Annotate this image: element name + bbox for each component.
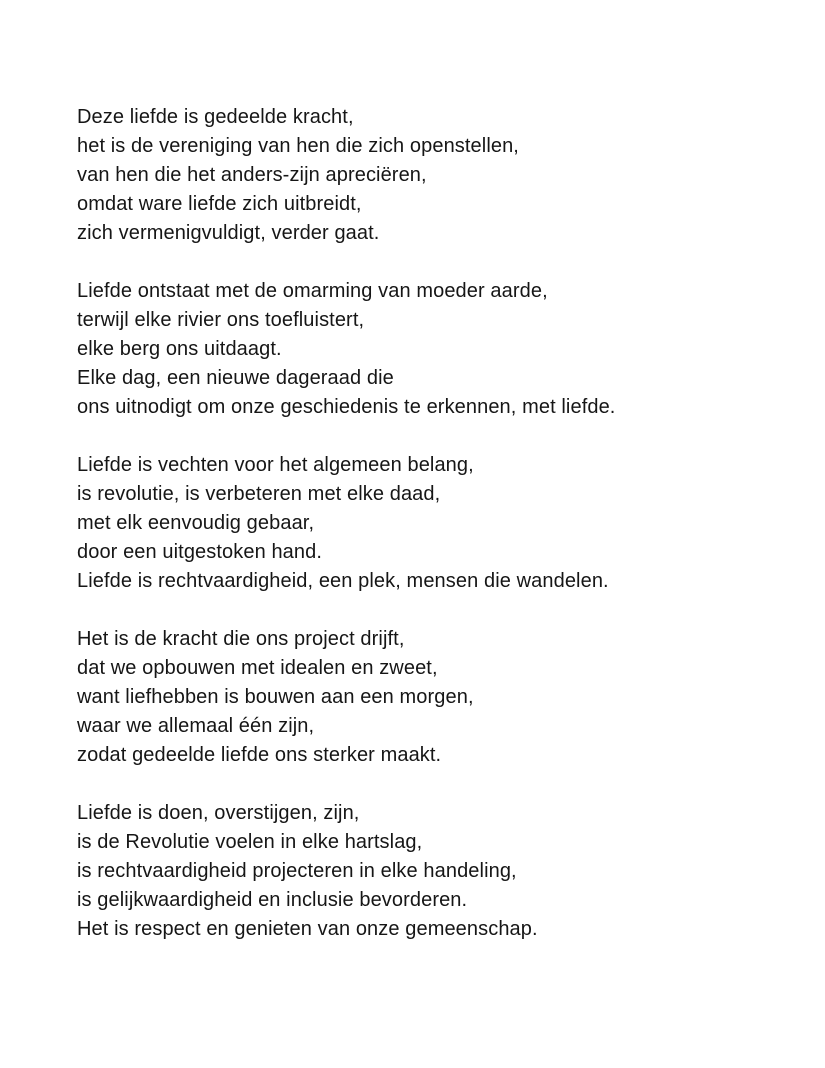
poem-line: het is de vereniging van hen die zich openstellen, <box>77 135 519 157</box>
poem-line: waar we allemaal één zijn, <box>77 715 315 737</box>
poem-line: door een uitgestoken hand. <box>77 541 323 563</box>
poem-line: Liefde is doen, overstijgen, zijn, <box>77 802 360 824</box>
poem-line: ons uitnodigt om onze geschiedenis te erkennen, met liefde. <box>77 396 616 418</box>
poem-line: elke berg ons uitdaagt. <box>77 338 282 360</box>
poem-stanza <box>77 799 785 944</box>
poem-line: zodat gedeelde liefde ons sterker maakt. <box>77 744 442 766</box>
poem-stanza <box>77 451 785 596</box>
poem-line: is revolutie, is verbeteren met elke daad, <box>77 483 441 505</box>
poem-line: zich vermenigvuldigt, verder gaat. <box>77 222 380 244</box>
poem <box>77 103 785 944</box>
poem-stanza <box>77 625 785 770</box>
poem-line: is gelijkwaardigheid en inclusie bevorderen. <box>77 889 468 911</box>
poem-line: omdat ware liefde zich uitbreidt, <box>77 193 362 215</box>
poem-line: Liefde is rechtvaardigheid, een plek, mensen die wandelen. <box>77 570 609 592</box>
poem-line: met elk eenvoudig gebaar, <box>77 512 315 534</box>
poem-line: terwijl elke rivier ons toefluistert, <box>77 309 365 331</box>
poem-stanza <box>77 277 785 422</box>
poem-line: Elke dag, een nieuwe dageraad die <box>77 367 394 389</box>
poem-line: Het is de kracht die ons project drijft, <box>77 628 405 650</box>
poem-line: Het is respect en genieten van onze gemeenschap. <box>77 918 538 940</box>
poem-line: Liefde is vechten voor het algemeen belang, <box>77 454 474 476</box>
poem-line: Deze liefde is gedeelde kracht, <box>77 106 354 128</box>
poem-line: is de Revolutie voelen in elke hartslag, <box>77 831 423 853</box>
poem-line: van hen die het anders-zijn apreciëren, <box>77 164 427 186</box>
poem-line: dat we opbouwen met idealen en zweet, <box>77 657 438 679</box>
poem-line: Liefde ontstaat met de omarming van moeder aarde, <box>77 280 548 302</box>
poem-line: is rechtvaardigheid projecteren in elke handeling, <box>77 860 517 882</box>
poem-line: want liefhebben is bouwen aan een morgen, <box>77 686 474 708</box>
poem-stanza <box>77 103 785 248</box>
